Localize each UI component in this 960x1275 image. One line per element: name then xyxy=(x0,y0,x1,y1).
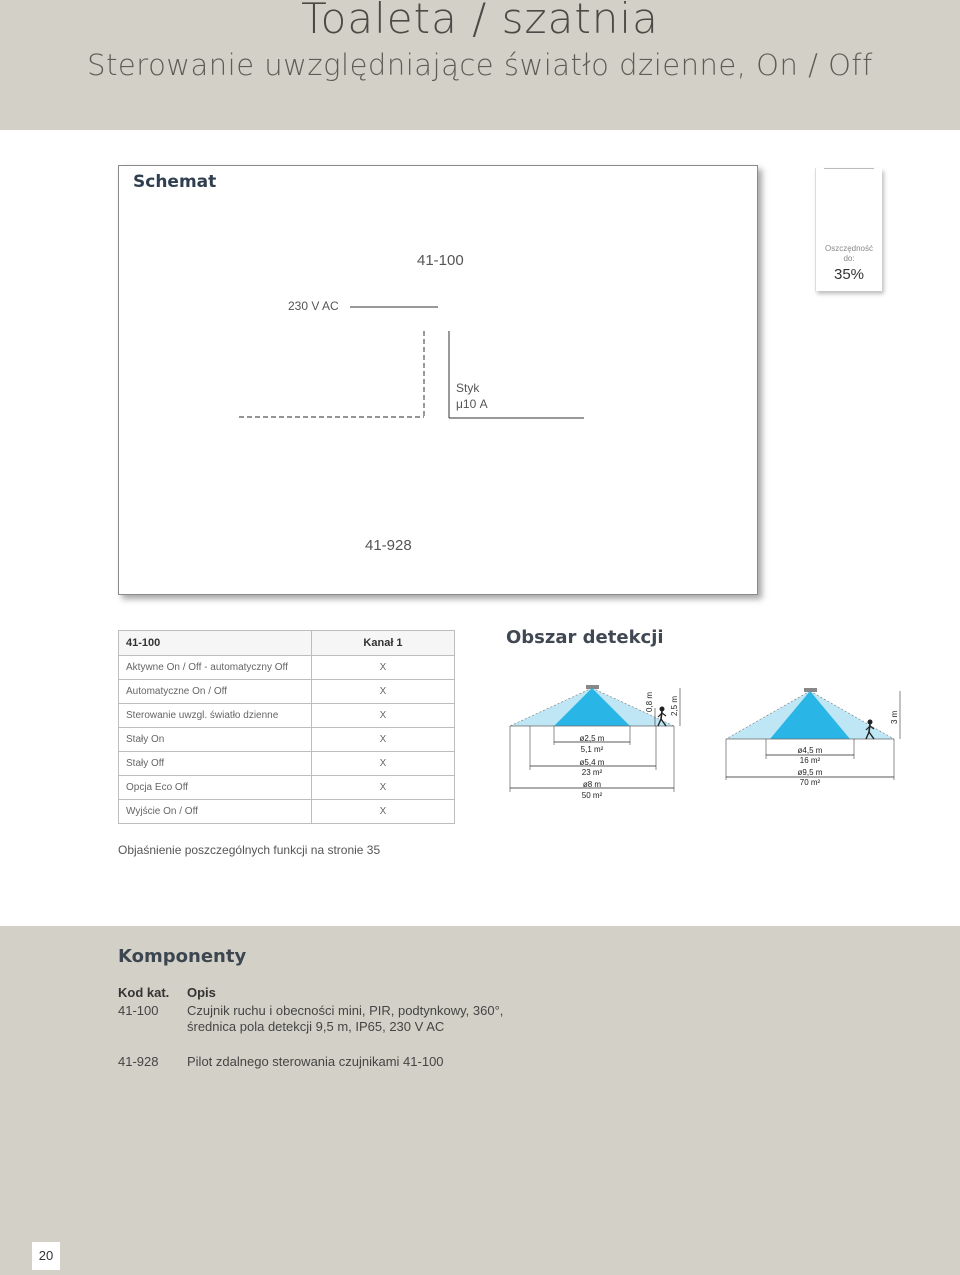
detection-title: Obszar detekcji xyxy=(506,627,664,648)
contact-label: Styk xyxy=(456,381,480,395)
table-row xyxy=(119,800,455,824)
table-row xyxy=(119,776,455,800)
left-height-small: 0,8 m xyxy=(645,691,654,712)
component-desc-line1: Czujnik ruchu i obecności mini, PIR, podtynkowy, 360°, xyxy=(187,1003,504,1018)
functions-note: Objaśnienie poszczególnych funkcji na stronie 35 xyxy=(118,843,381,857)
table-header-channel: Kanał 1 xyxy=(312,631,455,656)
function-mark: X xyxy=(312,704,455,728)
contact-rating: μ10 A xyxy=(456,397,488,411)
savings-value: 35% xyxy=(833,266,865,283)
table-row xyxy=(119,656,455,680)
page-number: 20 xyxy=(32,1242,60,1270)
function-mark: X xyxy=(312,752,455,776)
power-label: 230 V AC xyxy=(288,299,339,313)
device-label-41-100: 41-100 xyxy=(417,252,464,269)
right-d2: ø9,5 m xyxy=(797,768,823,777)
left-d1: ø2,5 m xyxy=(579,734,605,743)
table-row xyxy=(119,680,455,704)
function-label: Automatyczne On / Off xyxy=(119,680,312,704)
wiring-diagram xyxy=(119,166,757,594)
right-a2: 70 m² xyxy=(799,778,821,787)
function-label: Stały Off xyxy=(119,752,312,776)
schema-title: Schemat xyxy=(133,172,217,192)
savings-divider xyxy=(824,168,874,169)
component-code: 41-100 xyxy=(118,1003,159,1018)
left-a3: 50 m² xyxy=(581,791,603,800)
components-title: Komponenty xyxy=(118,946,247,967)
right-a1: 16 m² xyxy=(799,756,821,765)
left-height-large: 2,5 m xyxy=(670,695,679,716)
table-row xyxy=(119,728,455,752)
component-desc-line1: Pilot zdalnego sterowania czujnikami 41-100 xyxy=(187,1054,444,1069)
savings-label: Oszczędność xyxy=(824,244,874,253)
component-code: 41-928 xyxy=(118,1054,159,1069)
savings-card xyxy=(815,168,882,291)
components-band xyxy=(0,926,960,1275)
table-row xyxy=(119,704,455,728)
page-title: Toaleta / szatnia xyxy=(301,0,659,43)
left-d3: ø8 m xyxy=(582,780,602,789)
table-header-product: 41-100 xyxy=(119,631,312,656)
function-mark: X xyxy=(312,728,455,752)
function-label: Sterowanie uwzgl. światło dzienne xyxy=(119,704,312,728)
function-label: Opcja Eco Off xyxy=(119,776,312,800)
savings-label-do: do: xyxy=(843,254,855,263)
device-label-41-928: 41-928 xyxy=(365,537,412,554)
schema-panel xyxy=(118,165,758,595)
function-mark: X xyxy=(312,680,455,704)
functions-table xyxy=(118,630,455,824)
function-mark: X xyxy=(312,776,455,800)
function-label: Wyjście On / Off xyxy=(119,800,312,824)
right-height: 3 m xyxy=(890,710,899,724)
function-mark: X xyxy=(312,800,455,824)
col-desc-header: Opis xyxy=(187,985,216,1000)
left-a2: 23 m² xyxy=(581,768,603,777)
left-a1: 5,1 m² xyxy=(580,745,604,754)
page-subtitle: Sterowanie uwzględniające światło dzienne, On / Off xyxy=(87,48,873,82)
col-code-header: Kod kat. xyxy=(118,985,170,1000)
function-label: Stały On xyxy=(119,728,312,752)
table-header-row xyxy=(119,631,455,656)
component-desc-line2: średnica pola detekcji 9,5 m, IP65, 230 V AC xyxy=(187,1019,445,1034)
left-d2: ø5,4 m xyxy=(579,758,605,767)
detection-diagram xyxy=(500,680,940,830)
right-d1: ø4,5 m xyxy=(797,746,823,755)
function-label: Aktywne On / Off - automatyczny Off xyxy=(119,656,312,680)
function-mark: X xyxy=(312,656,455,680)
table-row xyxy=(119,752,455,776)
